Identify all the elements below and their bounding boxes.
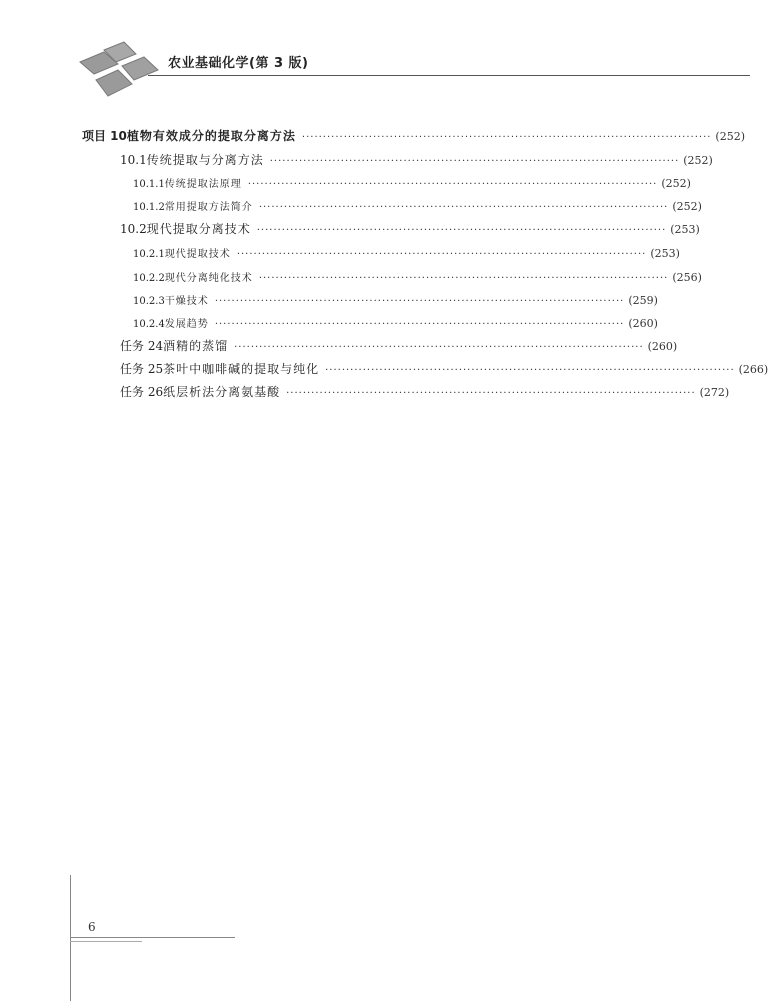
book-logo-icon [74,40,170,100]
header-rule [148,75,750,76]
toc-entry-page: (252) [661,177,691,190]
toc-leader-dots: ·································································································· [214,319,625,330]
toc-entry[interactable] [82,127,746,144]
toc-leader-dots: ·································································································· [256,225,667,236]
toc-entry-page: (272) [699,386,730,399]
toc-entry-title: 现代提取分离技术 [146,222,251,236]
toc-leader-dots: ·································································································· [269,156,680,167]
toc-entry-page: (260) [647,340,678,353]
toc-entry-title: 常用提取方法简介 [164,202,253,213]
toc-leader-dots: ·································································································· [301,132,712,143]
toc-entry-number: 任务 25 [120,362,164,376]
toc-entry-page: (253) [650,247,680,260]
toc-entry[interactable] [120,360,768,377]
toc-entry-number: 项目 10 [82,129,127,143]
toc-entry-title: 植物有效成分的提取分离方法 [126,129,296,143]
toc-entry[interactable] [133,315,658,330]
toc-entry-title: 纸层析法分离氨基酸 [163,385,281,399]
toc-leader-dots: ·································································································· [234,342,644,353]
book-title: 农业基础化学(第 3 版) [168,56,309,71]
toc-entry[interactable] [133,292,658,307]
page-number: 6 [88,920,96,934]
toc-entry-page: (253) [670,223,700,236]
toc-entry-number: 10.1.1 [133,179,165,190]
toc-entry-page: (259) [628,294,658,307]
toc-entry-number: 10.2.2 [133,273,165,284]
toc-leader-dots: ·································································································· [247,179,658,190]
toc-entry-page: (252) [672,200,702,213]
toc-leader-dots: ·································································································· [286,388,696,399]
toc-entry-number: 10.2 [120,222,147,236]
toc-entry-number: 10.2.3 [133,296,165,307]
footer-rule-short [70,941,142,942]
toc-entry-number: 10.1 [120,153,147,167]
toc-entry-page: (266) [738,363,768,376]
toc-entry[interactable] [133,269,702,284]
toc-entry-title: 茶叶中咖啡碱的提取与纯化 [163,362,320,376]
toc-entry-page: (260) [628,317,658,330]
toc-entry-page: (252) [715,130,746,143]
toc-entry-page: (252) [683,154,713,167]
toc-entry-number: 10.2.4 [133,319,165,330]
toc-entry[interactable] [120,383,730,400]
toc-entry-number: 任务 26 [120,385,164,399]
toc-leader-dots: ·································································································· [258,202,669,213]
toc-leader-dots: ·································································································· [325,365,735,376]
toc-entry[interactable] [120,337,678,354]
toc-leader-dots: ·································································································· [236,249,647,260]
toc-entry[interactable] [120,151,713,168]
toc-entry[interactable] [133,245,680,260]
footer-vertical-rule [70,875,71,1001]
toc-entry[interactable] [133,198,702,213]
toc-entry-number: 10.1.2 [133,202,165,213]
toc-leader-dots: ·································································································· [214,296,625,307]
toc-entry-title: 传统提取与分离方法 [146,153,264,167]
toc-entry-number: 任务 24 [120,339,164,353]
toc-entry-title: 酒精的蒸馏 [163,339,229,353]
toc-entry-title: 现代分离纯化技术 [164,273,253,284]
toc-entry-title: 发展趋势 [164,319,209,330]
toc-leader-dots: ·································································································· [258,273,669,284]
toc-entry-title: 现代提取技术 [164,249,231,260]
toc-entry-title: 干燥技术 [164,296,209,307]
toc-entry-title: 传统提取法原理 [164,179,242,190]
toc-entry[interactable] [120,220,700,237]
toc-entry[interactable] [133,175,691,190]
toc-entry-page: (256) [672,271,702,284]
toc-entry-number: 10.2.1 [133,249,165,260]
footer-rule [70,937,235,938]
